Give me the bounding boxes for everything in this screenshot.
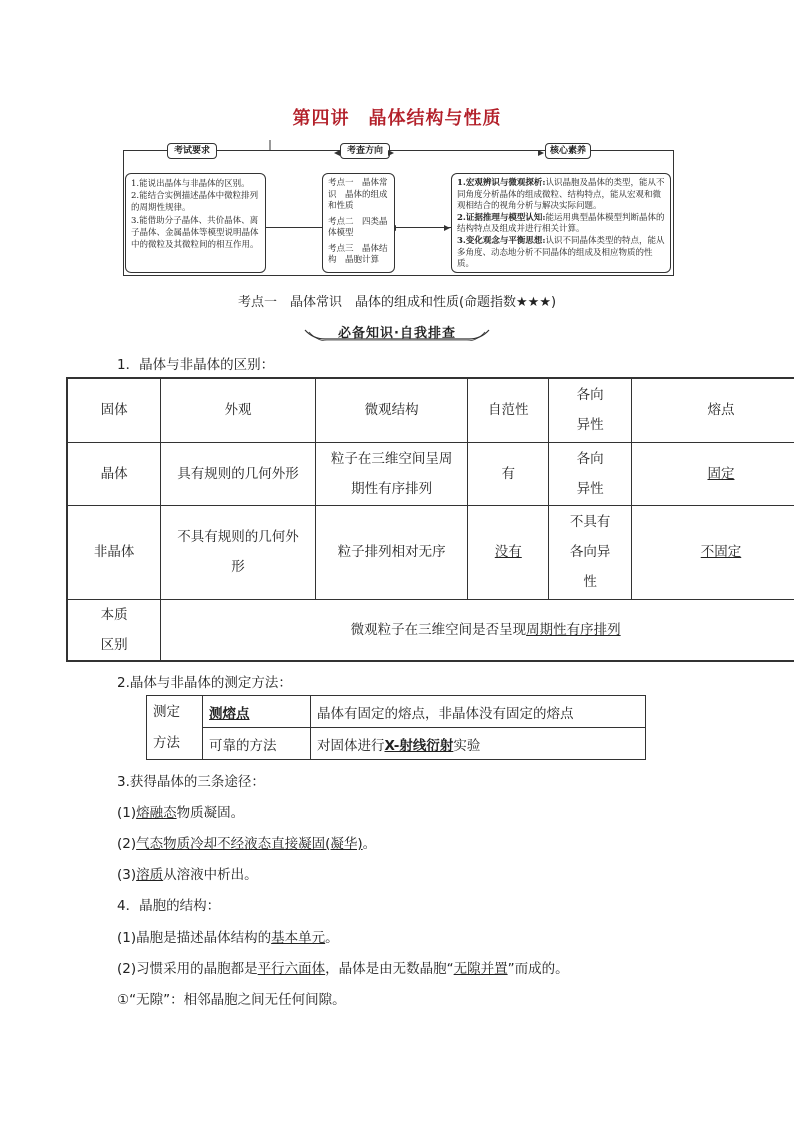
- table-cell: 粒子在三维空间呈周 期性有序排列: [315, 442, 468, 505]
- table-cell: 测定 方法: [147, 696, 203, 760]
- page-title: 第四讲 晶体结构与性质: [292, 108, 502, 129]
- arrow-icon: [444, 225, 450, 231]
- table-row: [67, 378, 794, 442]
- connector-left-mid: [266, 227, 322, 228]
- arrow-icon: [388, 150, 394, 156]
- route-item: (2)气态物质冷却不经液态直接凝固(凝华)。: [117, 836, 377, 852]
- header-cell: 熔点: [631, 378, 794, 442]
- requirement-item: 3.能借助分子晶体、共价晶体、离子晶体、金属晶体等模型说明晶体中的微粒及其微粒间的相互作用。: [131, 215, 259, 251]
- table-cell: [631, 442, 794, 505]
- table-cell: 本质 区别: [67, 599, 161, 661]
- header-cell: 自范性: [468, 378, 549, 442]
- exam-direction-tag: 考查方向: [340, 143, 390, 159]
- exam-requirements-tag: 考试要求: [167, 143, 217, 159]
- section-3-heading: 3.获得晶体的三条途径：: [117, 774, 265, 790]
- table-cell: 非晶体: [67, 505, 161, 599]
- header-cell: 固体: [67, 378, 161, 442]
- header-cell: 外观: [161, 378, 316, 442]
- route-item: (1)熔融态物质凝固。: [117, 805, 245, 821]
- arrow-icon: [334, 150, 340, 156]
- connector-mid-right: [395, 227, 451, 228]
- requirements-box: [125, 173, 266, 273]
- literacy-item: 1.宏观辨识与微观探析:认识晶胞及晶体的类型，能从不同角度分析晶体的组成微粒、结构特点，能从宏观和微观相结合的视角分析与解决实际问题。: [457, 178, 665, 212]
- direction-box: [322, 173, 395, 273]
- table-cell: [203, 696, 311, 728]
- cell-item: ①“无隙”：相邻晶胞之间无任何间隙。: [117, 992, 346, 1008]
- crystal-comparison-table: [66, 377, 794, 662]
- measurement-table: [146, 695, 646, 760]
- direction-item: 考点二 四类晶体模型: [328, 216, 388, 238]
- answer-text: 固定: [707, 465, 735, 482]
- table-row: [67, 505, 794, 599]
- table-cell: 具有规则的几何外形: [161, 442, 316, 505]
- header-cell: 微观结构: [315, 378, 468, 442]
- table-row: [67, 442, 794, 505]
- table-cell: 不具有规则的几何外 形: [161, 505, 316, 599]
- answer-text: 不固定: [700, 544, 742, 560]
- section-banner: [303, 319, 491, 341]
- section-1-heading: 1．晶体与非晶体的区别：: [117, 357, 275, 373]
- literacy-item: 3.变化观念与平衡思想:认识不同晶体类型的特点，能从多角度、动态地分析不同晶体的组成及相应物质的性质。: [457, 235, 665, 270]
- table-cell: 可靠的方法: [203, 728, 311, 760]
- table-cell: 有: [468, 442, 549, 505]
- section-subheading: 考点一 晶体常识 晶体的组成和性质(命题指数★★★): [237, 295, 557, 310]
- arrow-icon: [538, 150, 544, 156]
- core-literacy-tag: 核心素养: [545, 143, 591, 159]
- route-item: (3)溶质从溶液中析出。: [117, 867, 258, 883]
- requirement-item: 2.能结合实例描述晶体中微粒排列的周期性规律。: [131, 191, 259, 214]
- direction-item: 考点三 晶体结构 晶胞计算: [328, 243, 388, 265]
- table-row: [147, 696, 646, 728]
- literacy-item: 2.证据推理与模型认知:能运用典型晶体模型判断晶体的结构特点及组成并进行相关计算。: [457, 212, 665, 235]
- requirement-item: 1.能说出晶体与非晶体的区别。: [131, 179, 250, 189]
- direction-item: 考点一 晶体常识 晶体的组成和性质: [328, 178, 388, 211]
- answer-text: 没有: [494, 544, 522, 560]
- table-cell: 晶体: [67, 442, 161, 505]
- banner-label: 必备知识·自我排查: [338, 326, 456, 341]
- cell-item: (2)习惯采用的晶胞都是平行六面体，晶体是由无数晶胞“无隙并置”而成的。: [117, 961, 569, 977]
- table-cell: 晶体有固定的熔点，非晶体没有固定的熔点: [311, 696, 646, 728]
- table-cell: [468, 505, 549, 599]
- section-2-heading: 2.晶体与非晶体的测定方法：: [117, 675, 292, 691]
- header-cell: 各向 异性: [549, 378, 632, 442]
- answer-text: 周期性有序排列: [526, 621, 621, 638]
- table-cell: 各向 异性: [549, 442, 632, 505]
- answer-text: X-射线衍射: [384, 737, 454, 754]
- table-cell: 粒子排列相对无序: [315, 505, 468, 599]
- table-cell: 对固体进行X-射线衍射实验: [311, 728, 646, 760]
- table-cell: [631, 505, 794, 599]
- table-row: [147, 728, 646, 760]
- table-cell: 微观粒子在三维空间是否呈现周期性有序排列: [161, 599, 794, 661]
- answer-text: 测熔点: [209, 705, 250, 722]
- section-4-heading: 4．晶胞的结构：: [117, 898, 221, 914]
- table-cell: 不具有 各向异 性: [549, 505, 632, 599]
- literacy-box: [451, 173, 671, 273]
- table-row: [67, 599, 794, 661]
- cell-item: (1)晶胞是描述晶体结构的基本单元。: [117, 930, 339, 946]
